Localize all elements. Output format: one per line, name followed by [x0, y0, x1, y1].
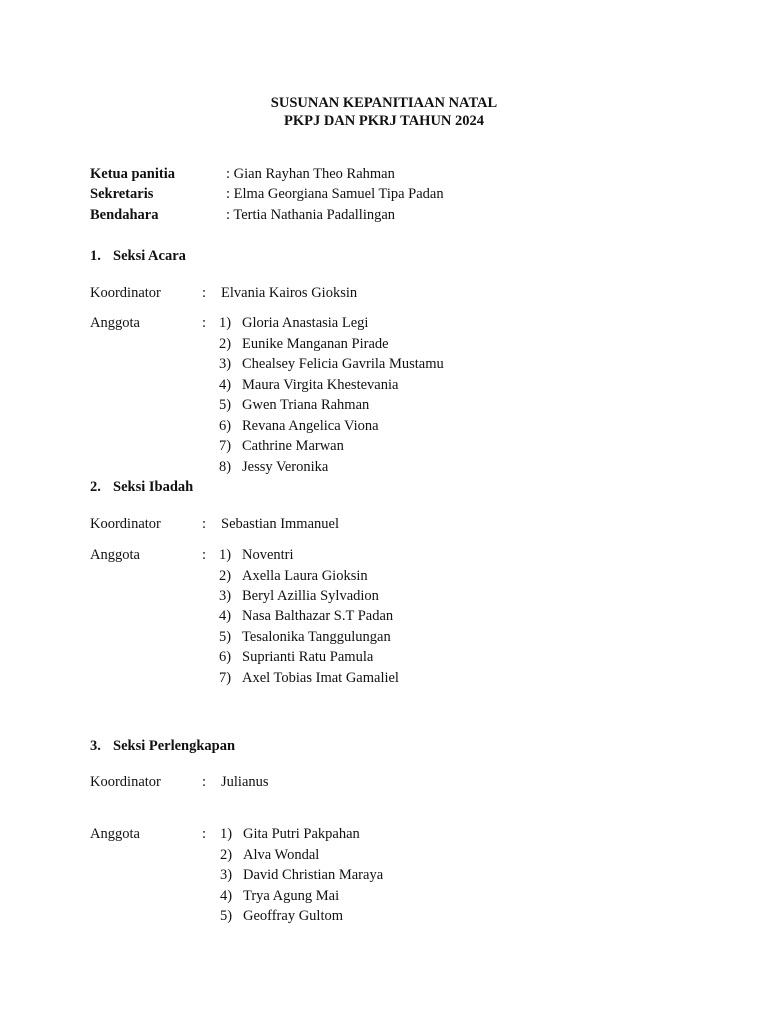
- list-item-number: 6): [219, 418, 232, 434]
- list-item-name: Noventri: [242, 547, 294, 563]
- section-1-number: 1.: [90, 248, 101, 264]
- list-item-number: 4): [220, 888, 233, 904]
- list-item-number: 1): [219, 547, 232, 563]
- section-3-anggota-colon: :: [202, 826, 207, 842]
- section-1-anggota-label: Anggota: [90, 315, 140, 331]
- section-2-koordinator-label: Koordinator: [90, 516, 161, 532]
- section-2-title: Seksi Ibadah: [113, 479, 194, 495]
- officer-name-bendahara: : Tertia Nathania Padallingan: [226, 207, 396, 223]
- section-1-koordinator-colon: :: [202, 285, 207, 301]
- list-item-name: David Christian Maraya: [243, 867, 384, 883]
- section-1-title: Seksi Acara: [113, 248, 186, 264]
- list-item-number: 1): [220, 826, 233, 842]
- list-item-name: Gloria Anastasia Legi: [242, 315, 369, 331]
- list-item-name: Cathrine Marwan: [242, 438, 344, 454]
- section-2-anggota-label: Anggota: [90, 547, 140, 563]
- section-3-anggota-label: Anggota: [90, 826, 140, 842]
- list-item-number: 4): [219, 377, 232, 393]
- list-item-name: Geoffray Gultom: [243, 908, 343, 924]
- list-item-name: Trya Agung Mai: [243, 888, 340, 904]
- list-item-number: 7): [219, 670, 232, 686]
- list-item-name: Chealsey Felicia Gavrila Mustamu: [242, 356, 444, 372]
- officer-role-ketua: Ketua panitia: [90, 166, 175, 182]
- section-3-koordinator-name: Julianus: [221, 774, 269, 790]
- list-item-name: Jessy Veronika: [242, 459, 329, 475]
- section-1-koordinator-name: Elvania Kairos Gioksin: [221, 285, 358, 301]
- list-item-name: Alva Wondal: [243, 847, 320, 863]
- list-item-name: Nasa Balthazar S.T Padan: [242, 608, 394, 624]
- list-item-number: 5): [220, 908, 233, 924]
- section-2-anggota-colon: :: [202, 547, 207, 563]
- list-item-number: 5): [219, 397, 232, 413]
- section-2-koordinator-name: Sebastian Immanuel: [221, 516, 339, 532]
- list-item-number: 7): [219, 438, 232, 454]
- list-item-name: Axel Tobias Imat Gamaliel: [242, 670, 399, 686]
- list-item-name: Gita Putri Pakpahan: [243, 826, 360, 842]
- list-item-name: Eunike Manganan Pirade: [242, 336, 389, 352]
- officer-name-ketua: : Gian Rayhan Theo Rahman: [226, 166, 395, 182]
- section-3-koordinator-colon: :: [202, 774, 207, 790]
- section-2-number: 2.: [90, 479, 101, 495]
- list-item-number: 2): [219, 336, 232, 352]
- list-item-number: 1): [219, 315, 232, 331]
- list-item-number: 2): [220, 847, 233, 863]
- list-item-number: 8): [219, 459, 232, 475]
- section-3-koordinator-label: Koordinator: [90, 774, 161, 790]
- officer-role-bendahara: Bendahara: [90, 207, 159, 223]
- list-item-name: Gwen Triana Rahman: [242, 397, 370, 413]
- list-item-number: 6): [219, 649, 232, 665]
- list-item-number: 3): [219, 588, 232, 604]
- document-title-line1: SUSUNAN KEPANITIAAN NATAL: [270, 95, 498, 111]
- list-item-number: 3): [219, 356, 232, 372]
- list-item-name: Beryl Azillia Sylvadion: [242, 588, 379, 604]
- list-item-name: Revana Angelica Viona: [242, 418, 379, 434]
- list-item-name: Maura Virgita Khestevania: [242, 377, 399, 393]
- list-item-number: 3): [220, 867, 233, 883]
- section-2-koordinator-colon: :: [202, 516, 207, 532]
- section-1-koordinator-label: Koordinator: [90, 285, 161, 301]
- officer-role-sekretaris: Sekretaris: [90, 186, 154, 202]
- section-1-anggota-colon: :: [202, 315, 207, 331]
- list-item-name: Axella Laura Gioksin: [242, 568, 368, 584]
- officer-name-sekretaris: : Elma Georgiana Samuel Tipa Padan: [226, 186, 444, 202]
- document-title-line2: PKPJ DAN PKRJ TAHUN 2024: [283, 113, 485, 129]
- list-item-number: 4): [219, 608, 232, 624]
- list-item-number: 2): [219, 568, 232, 584]
- list-item-number: 5): [219, 629, 232, 645]
- section-3-number: 3.: [90, 738, 101, 754]
- list-item-name: Suprianti Ratu Pamula: [242, 649, 374, 665]
- list-item-name: Tesalonika Tanggulungan: [242, 629, 391, 645]
- section-3-title: Seksi Perlengkapan: [113, 738, 236, 754]
